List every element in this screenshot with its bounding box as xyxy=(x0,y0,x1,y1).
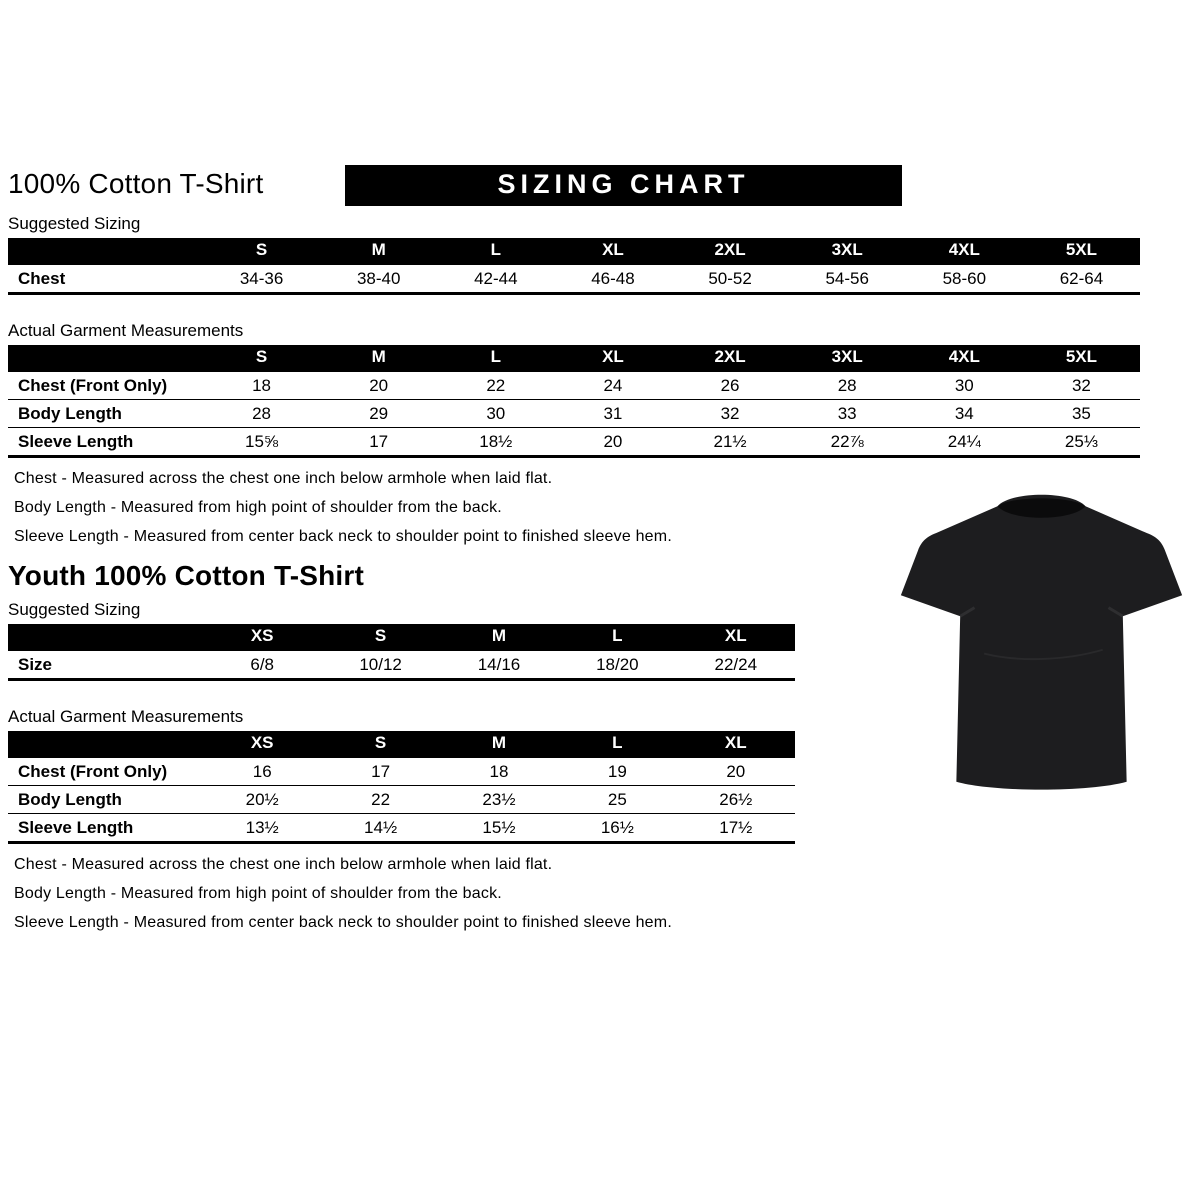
size-column-header: S xyxy=(321,624,439,651)
measurement-cell: 18 xyxy=(440,758,558,786)
youth-measurement-notes xyxy=(8,856,1200,932)
measurement-cell: 20½ xyxy=(203,786,321,814)
header-row xyxy=(8,624,795,651)
measurement-note: Sleeve Length - Measured from center back neck to shoulder point to finished sleeve hem. xyxy=(14,914,672,931)
size-column-header: L xyxy=(437,345,554,372)
measurement-cell: 23½ xyxy=(440,786,558,814)
adult-actual-measurements-heading: Actual Garment Measurements xyxy=(8,321,244,340)
measurement-cell: 18 xyxy=(203,372,320,400)
measurement-cell: 16 xyxy=(203,758,321,786)
measurement-cell: 50-52 xyxy=(672,265,789,294)
row-label: Body Length xyxy=(8,786,203,814)
size-column-header: 4XL xyxy=(906,345,1023,372)
row-label: Size xyxy=(8,651,203,680)
measurement-cell: 35 xyxy=(1023,400,1140,428)
table-row xyxy=(8,400,1140,428)
measurement-cell: 17 xyxy=(320,428,437,457)
size-column-header: S xyxy=(203,345,320,372)
measurement-cell: 18½ xyxy=(437,428,554,457)
size-column-header: 3XL xyxy=(789,238,906,265)
measurement-cell: 28 xyxy=(789,372,906,400)
measurement-cell: 42-44 xyxy=(437,265,554,294)
size-column-header: 2XL xyxy=(672,238,789,265)
t-shirt-body xyxy=(901,495,1182,790)
measurement-cell: 10/12 xyxy=(321,651,439,680)
measurement-cell: 30 xyxy=(437,400,554,428)
measurement-cell: 20 xyxy=(677,758,795,786)
size-column-header: XL xyxy=(554,345,671,372)
size-column-header: XS xyxy=(203,731,321,758)
size-column-header: M xyxy=(320,238,437,265)
measurement-cell: 26½ xyxy=(677,786,795,814)
size-column-header: 2XL xyxy=(672,345,789,372)
measurement-cell: 19 xyxy=(558,758,676,786)
table-row xyxy=(8,786,795,814)
measurement-cell: 20 xyxy=(320,372,437,400)
corner-cell xyxy=(8,238,203,265)
measurement-cell: 62-64 xyxy=(1023,265,1140,294)
row-label: Sleeve Length xyxy=(8,428,203,457)
measurement-cell: 18/20 xyxy=(558,651,676,680)
measurement-cell: 17 xyxy=(321,758,439,786)
measurement-cell: 25⅓ xyxy=(1023,428,1140,457)
measurement-cell: 29 xyxy=(320,400,437,428)
measurement-cell: 15½ xyxy=(440,814,558,843)
measurement-cell: 24 xyxy=(554,372,671,400)
size-column-header: 5XL xyxy=(1023,238,1140,265)
size-column-header: 5XL xyxy=(1023,345,1140,372)
measurement-cell: 30 xyxy=(906,372,1023,400)
size-column-header: XS xyxy=(203,624,321,651)
measurement-cell: 14½ xyxy=(321,814,439,843)
size-column-header: XL xyxy=(677,731,795,758)
header-row xyxy=(8,165,1200,206)
measurement-note: Body Length - Measured from high point of shoulder from the back. xyxy=(14,499,502,516)
measurement-cell: 22/24 xyxy=(677,651,795,680)
header-row xyxy=(8,731,795,758)
measurement-cell: 20 xyxy=(554,428,671,457)
measurement-note: Body Length - Measured from high point of shoulder from the back. xyxy=(14,885,502,902)
table-row xyxy=(8,814,795,843)
size-column-header: S xyxy=(203,238,320,265)
table-row xyxy=(8,758,795,786)
measurement-cell: 17½ xyxy=(677,814,795,843)
table-row xyxy=(8,265,1140,294)
adult-suggested-sizing-table xyxy=(8,238,1140,295)
sizing-chart-banner: SIZING CHART xyxy=(345,165,902,206)
measurement-cell: 31 xyxy=(554,400,671,428)
row-label: Chest xyxy=(8,265,203,294)
size-column-header: 4XL xyxy=(906,238,1023,265)
row-label: Chest (Front Only) xyxy=(8,758,203,786)
adult-section-title: 100% Cotton T-Shirt xyxy=(8,168,264,199)
corner-cell xyxy=(8,731,203,758)
measurement-cell: 38-40 xyxy=(320,265,437,294)
size-column-header: L xyxy=(437,238,554,265)
youth-actual-measurements-heading: Actual Garment Measurements xyxy=(8,707,244,726)
measurement-note: Sleeve Length - Measured from center back neck to shoulder point to finished sleeve hem. xyxy=(14,528,672,545)
measurement-cell: 58-60 xyxy=(906,265,1023,294)
measurement-cell: 32 xyxy=(672,400,789,428)
header-row xyxy=(8,345,1140,372)
measurement-cell: 13½ xyxy=(203,814,321,843)
table-row xyxy=(8,372,1140,400)
youth-suggested-sizing-table xyxy=(8,624,795,681)
measurement-cell: 46-48 xyxy=(554,265,671,294)
corner-cell xyxy=(8,624,203,651)
size-column-header: S xyxy=(321,731,439,758)
size-column-header: L xyxy=(558,624,676,651)
size-column-header: M xyxy=(440,731,558,758)
table-row xyxy=(8,651,795,680)
measurement-cell: 34 xyxy=(906,400,1023,428)
header-row xyxy=(8,238,1140,265)
measurement-cell: 22⅞ xyxy=(789,428,906,457)
size-column-header: XL xyxy=(677,624,795,651)
measurement-cell: 54-56 xyxy=(789,265,906,294)
measurement-cell: 14/16 xyxy=(440,651,558,680)
size-column-header: M xyxy=(320,345,437,372)
size-column-header: L xyxy=(558,731,676,758)
measurement-cell: 33 xyxy=(789,400,906,428)
row-label: Body Length xyxy=(8,400,203,428)
t-shirt-image xyxy=(898,478,1185,810)
size-column-header: XL xyxy=(554,238,671,265)
adult-actual-measurements-table xyxy=(8,345,1140,458)
measurement-cell: 25 xyxy=(558,786,676,814)
measurement-cell: 22 xyxy=(321,786,439,814)
row-label: Chest (Front Only) xyxy=(8,372,203,400)
row-label: Sleeve Length xyxy=(8,814,203,843)
measurement-cell: 21½ xyxy=(672,428,789,457)
size-column-header: M xyxy=(440,624,558,651)
measurement-cell: 32 xyxy=(1023,372,1140,400)
measurement-cell: 6/8 xyxy=(203,651,321,680)
measurement-cell: 24¼ xyxy=(906,428,1023,457)
corner-cell xyxy=(8,345,203,372)
measurement-cell: 26 xyxy=(672,372,789,400)
measurement-cell: 28 xyxy=(203,400,320,428)
measurement-cell: 34-36 xyxy=(203,265,320,294)
size-column-header: 3XL xyxy=(789,345,906,372)
adult-suggested-sizing-heading: Suggested Sizing xyxy=(8,214,141,233)
measurement-cell: 15⅝ xyxy=(203,428,320,457)
youth-actual-measurements-table xyxy=(8,731,795,844)
table-row xyxy=(8,428,1140,457)
measurement-note: Chest - Measured across the chest one inch below armhole when laid flat. xyxy=(14,470,553,487)
measurement-cell: 16½ xyxy=(558,814,676,843)
measurement-note: Chest - Measured across the chest one inch below armhole when laid flat. xyxy=(14,856,553,873)
youth-section-title: Youth 100% Cotton T-Shirt xyxy=(8,560,365,591)
youth-suggested-sizing-heading: Suggested Sizing xyxy=(8,600,141,619)
measurement-cell: 22 xyxy=(437,372,554,400)
